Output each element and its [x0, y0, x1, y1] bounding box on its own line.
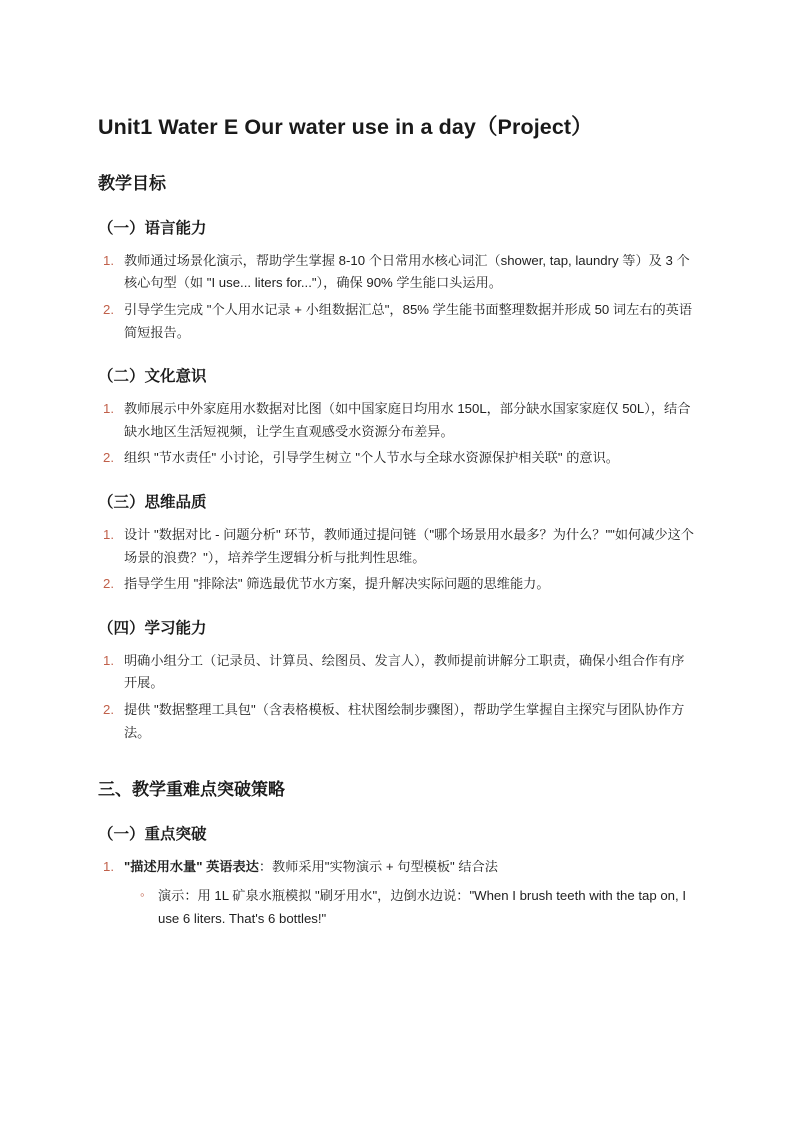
list-item	[124, 856, 696, 931]
list-item-text: 组织 "节水责任" 小讨论，引导学生树立 "个人节水与全球水资源保护相关联" 的意识。	[124, 450, 619, 466]
list-item-text: 教师展示中外家庭用水数据对比图（如中国家庭日均用水 150L，部分缺水国家家庭仅 50L），结合缺水地区生活短视频，让学生直观感受水资源分布差异。	[124, 401, 691, 439]
list-item	[124, 573, 696, 596]
list-item	[124, 447, 696, 470]
subsection-heading-key-point: （一）重点突破	[98, 826, 207, 844]
subsection-heading-thinking-quality: （三）思维品质	[98, 494, 207, 512]
list-item	[124, 250, 696, 295]
list-item-text: 教师通过场景化演示，帮助学生掌握 8-10 个日常用水核心词汇（shower, tap, laundry 等）及 3 个核心句型（如 "I use... liters for..."），确保 90% 学生能口头运用。	[124, 252, 690, 291]
list-item	[124, 524, 696, 569]
list-item-text: 设计 "数据对比 - 问题分析" 环节，教师通过提问链（"哪个场景用水最多？为什么？""如何减少这个场景的浪费？"），培养学生逻辑分析与批判性思维。	[124, 526, 694, 565]
list-item	[158, 885, 696, 931]
list-item	[124, 398, 696, 443]
list-item-text: ：教师采用"实物演示 + 句型模板" 结合法	[258, 858, 498, 874]
list-item	[124, 650, 696, 695]
list-item-text: 演示：用 1L 矿泉水瓶模拟 "刷牙用水"，边倒水边说："When I brush teeth with the tap on, I use 6 liters. That's 6 bottles!"	[158, 887, 687, 926]
list-item-text: 提供 "数据整理工具包"（含表格模板、柱状图绘制步骤图），帮助学生掌握自主探究与团队协作方法。	[124, 702, 685, 740]
list-item-text: 指导学生用 "排除法" 筛选最优节水方案，提升解决实际问题的思维能力。	[124, 576, 550, 592]
sublist-key-point	[124, 885, 696, 931]
list-item	[124, 699, 696, 744]
list-item-text: 引导学生完成 "个人用水记录 + 小组数据汇总"，85% 学生能书面整理数据并形成 50 词左右的英语简短报告。	[124, 301, 693, 340]
list-thinking-quality	[98, 524, 696, 596]
list-key-point	[98, 856, 696, 931]
list-item-text: 明确小组分工（记录员、计算员、绘图员、发言人），教师提前讲解分工职责，确保小组合作有序开展。	[124, 652, 685, 691]
list-item-emphasis: "描述用水量" 英语表达	[124, 858, 259, 874]
subsection-heading-cultural-awareness: （二）文化意识	[98, 368, 207, 386]
subsection-heading-learning-ability: （四）学习能力	[98, 619, 207, 637]
list-learning-ability	[98, 650, 696, 745]
list-language-ability	[98, 250, 696, 345]
section-heading-strategy: 三、教学重难点突破策略	[98, 780, 285, 800]
list-item	[124, 299, 696, 344]
section-heading-objectives: 教学目标	[98, 174, 166, 194]
subsection-heading-language-ability: （一）语言能力	[98, 219, 207, 237]
page-title: Unit1 Water E Our water use in a day（Project）	[98, 115, 593, 139]
list-cultural-awareness	[98, 398, 696, 470]
